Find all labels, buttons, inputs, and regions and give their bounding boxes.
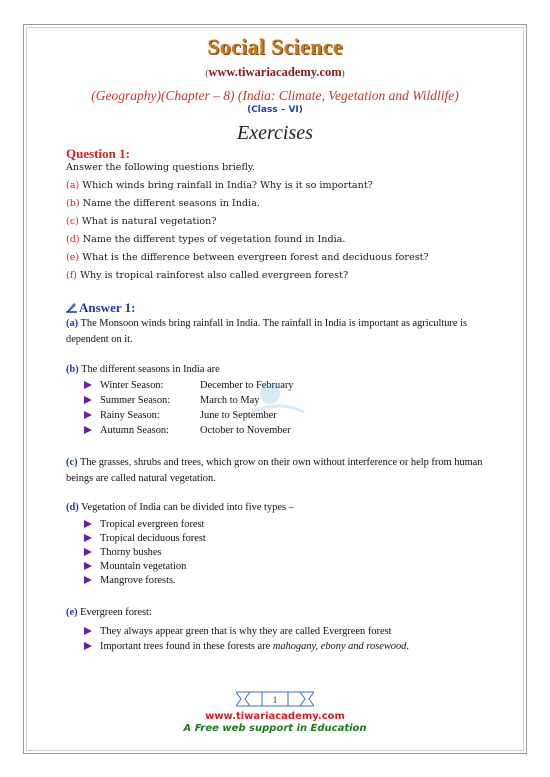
season-name: Rainy Season: bbox=[100, 410, 160, 421]
season-item bbox=[84, 380, 294, 391]
arrow-bullet-icon bbox=[84, 548, 92, 556]
page-number: 1 bbox=[272, 695, 278, 705]
question-letter: (f) bbox=[66, 270, 78, 281]
answer-title-text: Answer 1: bbox=[79, 300, 136, 315]
evergreen-point-text: They always appear green that is why they are called Evergreen forest bbox=[100, 626, 392, 637]
answer-b bbox=[66, 362, 486, 378]
answer-c-text: The grasses, shrubs and trees, which grow on their own without interference or help from human beings are called natural vegetation. bbox=[66, 457, 483, 484]
answer-e-label: (e) bbox=[66, 607, 78, 618]
season-period: October to November bbox=[200, 425, 291, 436]
arrow-bullet-icon bbox=[84, 411, 92, 419]
pen-icon bbox=[66, 301, 77, 312]
question-text: What is natural vegetation? bbox=[81, 216, 217, 227]
vegetation-item bbox=[84, 547, 161, 558]
header-website-link[interactable]: www.tiwariacademy.com bbox=[208, 65, 342, 79]
vegetation-type: Mountain vegetation bbox=[100, 561, 187, 572]
season-item bbox=[84, 395, 260, 406]
answer-c bbox=[66, 455, 486, 487]
arrow-bullet-icon bbox=[84, 426, 92, 434]
season-period: June to September bbox=[200, 410, 277, 421]
question-letter: (c) bbox=[66, 216, 79, 227]
question-intro: Answer the following questions briefly. bbox=[66, 162, 256, 173]
chapter-subtitle: (Geography)(Chapter – 8) (India: Climate, Vegetation and Wildlife) bbox=[91, 88, 459, 103]
question-item bbox=[66, 198, 260, 209]
season-name: Autumn Season: bbox=[100, 425, 169, 436]
footer-tagline: A Free web support in Education bbox=[183, 723, 367, 734]
answer-a-label: (a) bbox=[66, 318, 79, 329]
arrow-bullet-icon bbox=[84, 381, 92, 389]
answer-e bbox=[66, 605, 486, 621]
question-letter: (a) bbox=[66, 180, 80, 191]
question-item bbox=[66, 252, 429, 263]
answer-title bbox=[66, 300, 135, 316]
page-title: Social Science bbox=[207, 34, 343, 59]
question-item bbox=[66, 234, 345, 245]
question-text: Name the different seasons in India. bbox=[82, 198, 260, 209]
question-letter: (d) bbox=[66, 234, 80, 245]
arrow-bullet-icon bbox=[84, 534, 92, 542]
question-text: Name the different types of vegetation found in India. bbox=[82, 234, 346, 245]
question-item bbox=[66, 270, 348, 281]
section-heading: Exercises bbox=[237, 122, 313, 144]
arrow-bullet-icon bbox=[84, 576, 92, 584]
question-letter: (b) bbox=[66, 198, 80, 209]
season-name: Winter Season: bbox=[100, 380, 164, 391]
answer-a bbox=[66, 316, 486, 348]
vegetation-type: Tropical deciduous forest bbox=[100, 533, 206, 544]
season-item bbox=[84, 410, 277, 421]
class-label: (Class – VI) bbox=[247, 105, 303, 115]
evergreen-point bbox=[84, 641, 409, 652]
vegetation-type: Mangrove forests. bbox=[100, 575, 176, 586]
vegetation-item bbox=[84, 575, 176, 586]
arrow-bullet-icon bbox=[84, 520, 92, 528]
arrow-bullet-icon bbox=[84, 396, 92, 404]
answer-c-label: (c) bbox=[66, 457, 78, 468]
header-website[interactable]: (www.tiwariacademy.com) bbox=[205, 65, 345, 79]
answer-d-text: Vegetation of India can be divided into five types – bbox=[81, 502, 294, 513]
vegetation-item bbox=[84, 533, 206, 544]
question-text: Which winds bring rainfall in India? Why is it so important? bbox=[82, 180, 373, 191]
question-title: Question 1: bbox=[66, 146, 130, 161]
answer-b-label: (b) bbox=[66, 364, 79, 375]
arrow-bullet-icon bbox=[84, 562, 92, 570]
logo-watermark-icon bbox=[248, 382, 308, 422]
answer-e-text: Evergreen forest: bbox=[80, 607, 152, 618]
answer-a-text: The Monsoon winds bring rainfall in India. The rainfall in India is important as agriculture is dependent on it. bbox=[66, 318, 468, 345]
evergreen-point-end: . bbox=[406, 641, 409, 652]
evergreen-point-text: Important trees found in these forests are bbox=[100, 641, 273, 652]
answer-d-label: (d) bbox=[66, 502, 79, 513]
question-item bbox=[66, 216, 217, 227]
evergreen-point bbox=[84, 626, 391, 637]
season-item bbox=[84, 425, 291, 436]
answer-d bbox=[66, 500, 486, 516]
vegetation-item bbox=[84, 561, 186, 572]
vegetation-item bbox=[84, 519, 204, 530]
answer-b-text: The different seasons in India are bbox=[81, 364, 220, 375]
question-text: What is the difference between evergreen forest and deciduous forest? bbox=[82, 252, 429, 263]
question-item bbox=[66, 180, 373, 191]
footer-website-link[interactable]: www.tiwariacademy.com bbox=[205, 711, 345, 722]
season-period: December to February bbox=[200, 380, 294, 391]
question-letter: (e) bbox=[66, 252, 80, 263]
arrow-bullet-icon bbox=[84, 642, 92, 650]
season-name: Summer Season: bbox=[100, 395, 171, 406]
vegetation-type: Tropical evergreen forest bbox=[100, 519, 205, 530]
evergreen-trees-italic: mahogany, ebony and rosewood bbox=[272, 641, 407, 652]
vegetation-type: Thorny bushes bbox=[100, 547, 162, 558]
arrow-bullet-icon bbox=[84, 627, 92, 635]
question-text: Why is tropical rainforest also called evergreen forest? bbox=[80, 270, 349, 281]
season-period: March to May bbox=[200, 395, 260, 406]
